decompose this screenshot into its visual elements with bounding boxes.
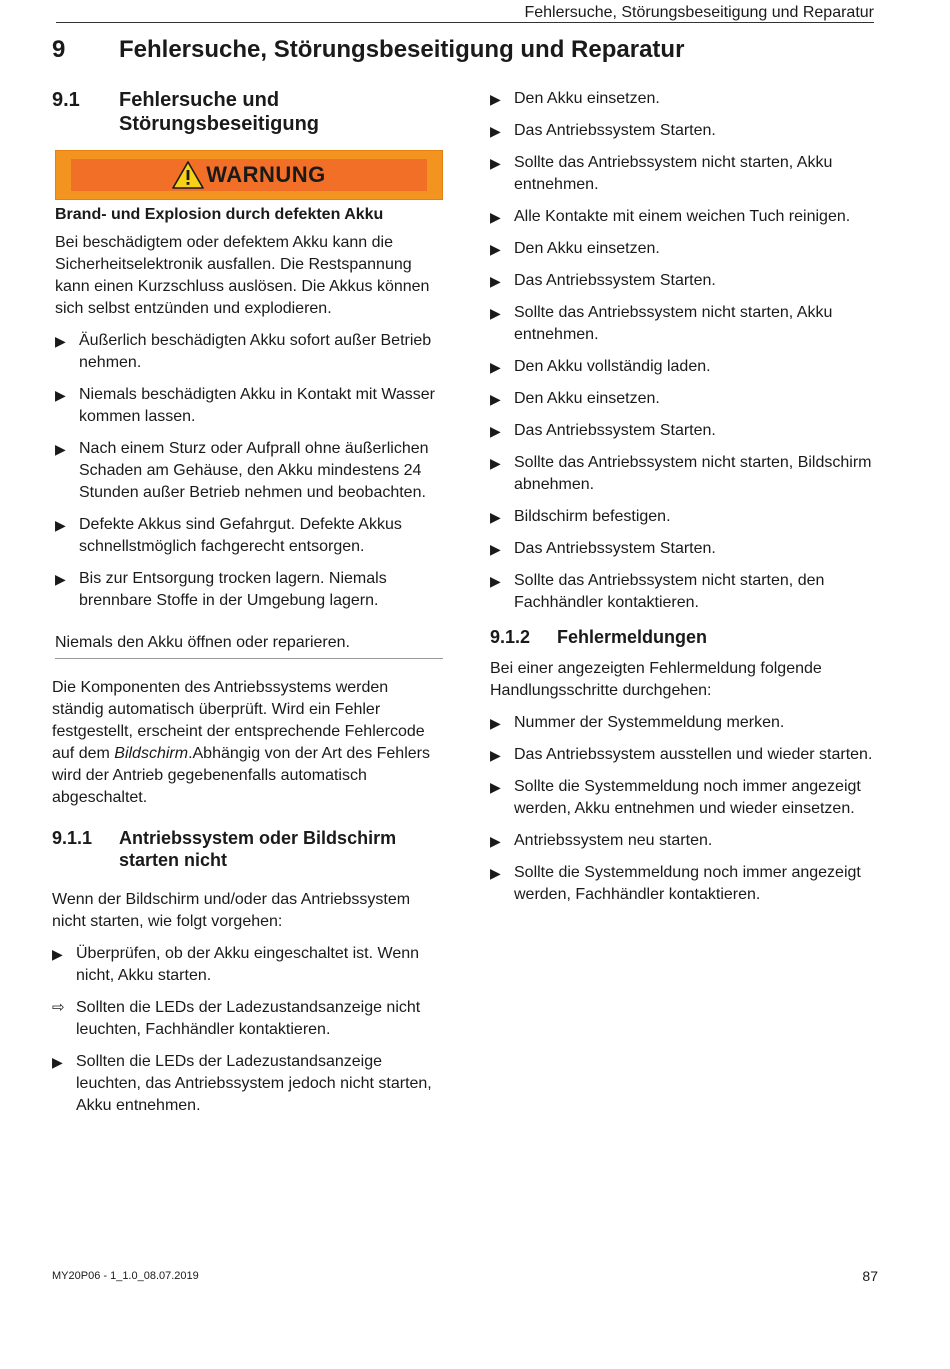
section-9-1-2-heading — [490, 626, 882, 648]
step-text: Bildschirm befestigen. — [514, 508, 671, 525]
list-item — [55, 438, 443, 504]
start-steps-left — [52, 943, 444, 1117]
step-text: Überprüfen, ob der Akku eingeschaltet ist. Wenn nicht, Akku starten. — [76, 945, 420, 984]
list-item — [55, 514, 443, 558]
list-item — [490, 570, 882, 614]
warning-triangle-icon — [172, 161, 204, 189]
step-text: Äußerlich beschädigten Akku sofort außer Betrieb nehmen. — [79, 332, 432, 371]
footer-doc-id: MY20P06 - 1_1.0_08.07.2019 — [52, 1270, 199, 1282]
step-text: Nummer der Systemmeldung merken. — [514, 714, 785, 731]
warning-steps — [55, 330, 443, 612]
list-item — [490, 744, 882, 766]
triangle-right-icon: ▶ — [490, 359, 501, 375]
list-item — [490, 830, 882, 852]
step-text: Antriebssystem neu starten. — [514, 832, 713, 849]
triangle-right-icon: ▶ — [490, 209, 501, 225]
step-text: Das Antriebssystem Starten. — [514, 422, 716, 439]
triangle-right-icon: ▶ — [55, 387, 66, 403]
triangle-right-icon: ▶ — [52, 1054, 63, 1070]
step-text: Den Akku einsetzen. — [514, 90, 660, 107]
triangle-right-icon: ▶ — [490, 123, 501, 139]
step-text: Nach einem Sturz oder Aufprall ohne äußerlichen Schaden am Gehäuse, den Akku mindestens 24 Stunden außer Betrieb nehmen und beobachten. — [79, 440, 429, 501]
section-9-1-heading — [52, 88, 444, 136]
triangle-right-icon: ▶ — [490, 747, 501, 763]
step-text: Sollte das Antriebssystem nicht starten, Akku entnehmen. — [514, 304, 833, 343]
step-text: Defekte Akkus sind Gefahrgut. Defekte Akkus schnellstmöglich fachgerecht entsorgen. — [79, 516, 402, 555]
triangle-right-icon: ▶ — [55, 517, 66, 533]
step-text: Alle Kontakte mit einem weichen Tuch reinigen. — [514, 208, 851, 225]
list-item — [55, 330, 443, 374]
triangle-right-icon: ▶ — [490, 509, 501, 525]
start-steps-right — [490, 88, 882, 614]
triangle-right-icon: ▶ — [55, 571, 66, 587]
list-item — [490, 356, 882, 378]
section-title: Fehlermeldungen — [557, 627, 708, 647]
triangle-right-icon: ▶ — [490, 715, 501, 731]
triangle-right-icon: ▶ — [490, 155, 501, 171]
list-item — [490, 120, 882, 142]
warning-note: Niemals den Akku öffnen oder reparieren. — [55, 632, 443, 659]
warning-label: WARNUNG — [206, 162, 326, 187]
hollow-arrow-right-icon: ⇨ — [52, 999, 65, 1016]
warning-box — [55, 150, 443, 659]
step-text: Sollte das Antriebssystem nicht starten, Bildschirm abnehmen. — [514, 454, 872, 493]
list-item — [55, 384, 443, 428]
chapter-number: 9 — [52, 36, 66, 63]
section-9-1-1-heading — [52, 827, 444, 871]
step-text: Sollte die Systemmeldung noch immer angezeigt werden, Fachhändler kontaktieren. — [514, 864, 861, 903]
list-item — [52, 943, 444, 987]
triangle-right-icon: ▶ — [490, 273, 501, 289]
list-item — [490, 712, 882, 734]
triangle-right-icon: ▶ — [490, 391, 501, 407]
list-item — [490, 302, 882, 346]
triangle-right-icon: ▶ — [490, 833, 501, 849]
error-message-steps — [490, 712, 882, 906]
list-item — [490, 420, 882, 442]
step-text: Das Antriebssystem Starten. — [514, 122, 716, 139]
list-item — [490, 88, 882, 110]
running-header-title: Fehlersuche, Störungsbeseitigung und Reparatur — [524, 4, 874, 21]
list-item — [490, 862, 882, 906]
list-item — [490, 776, 882, 820]
step-text: Sollte die Systemmeldung noch immer angezeigt werden, Akku entnehmen und wieder einsetzen. — [514, 778, 861, 817]
triangle-right-icon: ▶ — [490, 305, 501, 321]
step-text: Sollten die LEDs der Ladezustandsanzeige leuchten, das Antriebssystem jedoch nicht starten, Akku entnehmen. — [76, 1053, 432, 1114]
section-intro: Bei einer angezeigten Fehlermeldung folgende Handlungsschritte durchgehen: — [490, 660, 822, 699]
triangle-right-icon: ▶ — [490, 573, 501, 589]
right-column — [490, 88, 882, 916]
list-item — [490, 452, 882, 496]
list-item — [490, 506, 882, 528]
section-intro — [52, 677, 444, 809]
result-text: Sollten die LEDs der Ladezustandsanzeige nicht leuchten, Fachhändler kontaktieren. — [76, 999, 421, 1038]
intro-text-before: Die Komponenten des Antriebssystems werden ständig automatisch überprüft. Wird ein Fehler festgestellt, erscheint der entsprechende Fehlercode auf dem — [52, 679, 425, 762]
list-item — [490, 152, 882, 196]
list-item — [490, 238, 882, 260]
step-text: Das Antriebssystem ausstellen und wieder starten. — [514, 746, 873, 763]
list-item — [55, 568, 443, 612]
chapter-title-text: Fehlersuche, Störungsbeseitigung und Reparatur — [119, 36, 685, 63]
intro-text-after: .Abhängig von der Art des Fehlers wird der Antrieb gegebenenfalls automatisch abgeschaltet. — [52, 745, 430, 806]
triangle-right-icon: ▶ — [490, 779, 501, 795]
section-title: Antriebssystem oder Bildschirm starten nicht — [119, 828, 397, 870]
chapter-title — [52, 34, 684, 66]
running-header — [56, 0, 874, 23]
list-item — [52, 1051, 444, 1117]
list-item — [490, 538, 882, 560]
step-text: Das Antriebssystem Starten. — [514, 540, 716, 557]
triangle-right-icon: ▶ — [52, 946, 63, 962]
step-text: Den Akku einsetzen. — [514, 240, 660, 257]
triangle-right-icon: ▶ — [490, 541, 501, 557]
warning-bar — [55, 150, 443, 200]
step-text: Den Akku einsetzen. — [514, 390, 660, 407]
step-text: Sollte das Antriebssystem nicht starten, den Fachhändler kontaktieren. — [514, 572, 825, 611]
step-text: Den Akku vollständig laden. — [514, 358, 711, 375]
triangle-right-icon: ▶ — [55, 333, 66, 349]
section-intro: Wenn der Bildschirm und/oder das Antriebssystem nicht starten, wie folgt vorgehen: — [52, 891, 411, 930]
list-item — [490, 388, 882, 410]
step-text: Sollte das Antriebssystem nicht starten, Akku entnehmen. — [514, 154, 833, 193]
warning-label-area — [71, 159, 427, 191]
list-item — [52, 997, 444, 1041]
page-number: 87 — [862, 1268, 878, 1284]
section-number: 9.1 — [52, 89, 80, 111]
step-text: Niemals beschädigten Akku in Kontakt mit Wasser kommen lassen. — [79, 386, 436, 425]
left-column — [52, 88, 444, 1127]
list-item — [490, 206, 882, 228]
triangle-right-icon: ▶ — [490, 455, 501, 471]
triangle-right-icon: ▶ — [55, 441, 66, 457]
list-item — [490, 270, 882, 292]
triangle-right-icon: ▶ — [490, 91, 501, 107]
triangle-right-icon: ▶ — [490, 241, 501, 257]
intro-emphasis: Bildschirm — [114, 745, 189, 762]
step-text: Bis zur Entsorgung trocken lagern. Niemals brennbare Stoffe in der Umgebung lagern. — [79, 570, 387, 609]
section-number: 9.1.2 — [490, 627, 531, 647]
warning-text: Bei beschädigtem oder defektem Akku kann die Sicherheitselektronik ausfallen. Die Restspannung kann einen Kurzschluss auslösen. Die Akkus können sich selbst entzünden und explodieren. — [55, 234, 430, 317]
triangle-right-icon: ▶ — [490, 423, 501, 439]
step-text: Das Antriebssystem Starten. — [514, 272, 716, 289]
section-number: 9.1.1 — [52, 828, 93, 848]
section-title: Fehlersuche und Störungsbeseitigung — [119, 89, 319, 135]
triangle-right-icon: ▶ — [490, 865, 501, 881]
warning-title: Brand- und Explosion durch defekten Akku — [55, 206, 384, 223]
